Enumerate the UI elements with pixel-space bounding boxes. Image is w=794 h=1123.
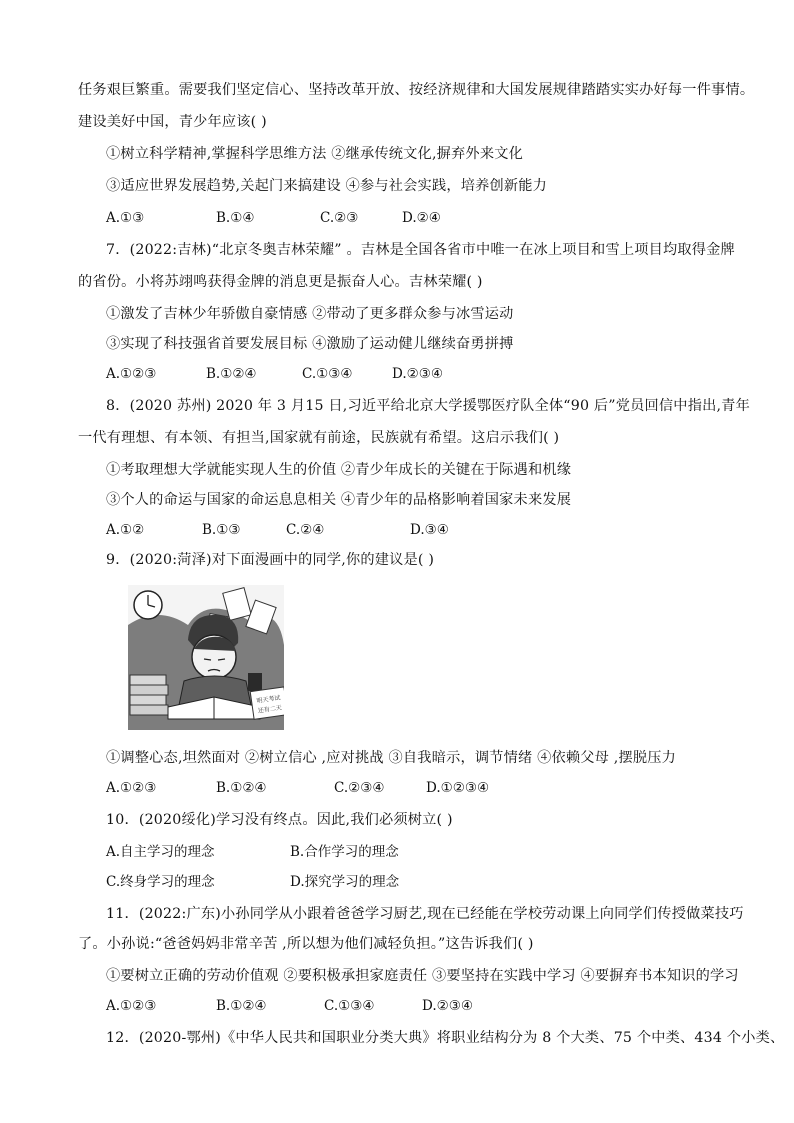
option-a[interactable]: A.①② [106,522,145,538]
option-a[interactable]: A.①③ [106,210,145,226]
question-6-stem: 建设美好中国，青少年应该( ) [78,114,267,130]
option-c[interactable]: C.①③④ [324,998,375,1014]
text-line: 了。小孙说:“爸爸妈妈非常辛苦 ,所以想为他们减轻负担。”这告诉我们( ) [78,936,534,952]
statement-line: ③实现了科技强省首要发展目标 ④激励了运动健儿继续奋勇拼搏 [106,336,514,352]
option-d[interactable]: D.①②③④ [426,780,490,796]
statement-line: ③个人的命运与国家的命运息息相关 ④青少年的品格影响着国家未来发展 [106,492,572,508]
question-7-stem: 7．(2022:吉林)“北京冬奥吉林荣耀” 。吉林是全国各省市中唯一在冰上项目和雪上项目均取得金牌 [106,242,735,258]
question-10-stem: 10．(2020绥化)学习没有终点。因此,我们必须树立( ) [106,812,453,828]
option-b[interactable]: B.合作学习的理念 [290,844,399,860]
exam-notice-text: 还有二天 [257,704,283,715]
option-b[interactable]: B.①②④ [216,998,267,1014]
exam-notice-text: 明天考试 [256,694,281,705]
text-line: 任务艰巨繁重。需要我们坚定信心、坚持改革开放、按经济规律和大国发展规律踏踏实实办好每一件事情。 [78,82,755,98]
option-d[interactable]: D.探究学习的理念 [290,874,400,890]
question-9-stem: 9．(2020:菏泽)对下面漫画中的同学,你的建议是( ) [106,552,435,568]
option-c[interactable]: C.②③④ [334,780,385,796]
option-c[interactable]: C.②③ [320,210,359,226]
option-c[interactable]: C.终身学习的理念 [106,874,215,890]
statement-line: ①要树立正确的劳动价值观 ②要积极承担家庭责任 ③要坚持在实践中学习 ④要摒弃书本知识的学习 [106,968,739,984]
option-a[interactable]: A.①②③ [106,366,157,382]
text-line: 一代有理想、有本领、有担当,国家就有前途，民族就有希望。这启示我们( ) [78,430,560,446]
option-a[interactable]: A.自主学习的理念 [106,844,215,860]
statement-line: ①考取理想大学就能实现人生的价值 ②青少年成长的关键在于际遇和机缘 [106,462,572,478]
option-d[interactable]: D.②③④ [422,998,473,1014]
question-12-stem: 12．(2020-鄂州)《中华人民共和国职业分类大典》将职业结构分为 8 个大类、75 个中类、434 个小类、 [106,1030,785,1046]
statement-line: ①激发了吉林少年骄傲自豪情感 ②带动了更多群众参与冰雪运动 [106,306,514,322]
option-c[interactable]: C.①③④ [302,366,353,382]
statement-line: ①树立科学精神,掌握科学思维方法 ②继承传统文化,摒弃外来文化 [106,146,523,162]
option-d[interactable]: D.②④ [402,210,441,226]
option-a[interactable]: A.①②③ [106,998,157,1014]
statement-line: ①调整心态,坦然面对 ②树立信心 ,应对挑战 ③自我暗示，调节情绪 ④依赖父母 ,摆脱压力 [106,750,677,766]
option-a[interactable]: A.①②③ [106,780,157,796]
question-8-stem: 8．(2020 苏州) 2020 年 3 月15 日,习近平给北京大学援鄂医疗队全体“90 后”党员回信中指出,青年 [106,398,750,414]
question-11-stem: 11．(2022:广东)小孙同学从小跟着爸爸学习厨艺,现在已经能在学校劳动课上向同学们传授做菜技巧 [106,906,744,922]
option-b[interactable]: B.①④ [216,210,255,226]
option-b[interactable]: B.①②④ [206,366,257,382]
stressed-student-cartoon-icon [128,585,284,730]
text-line: 的省份。小将苏翊鸣获得金牌的消息更是振奋人心。吉林荣耀( ) [78,274,483,290]
option-c[interactable]: C.②④ [286,522,325,538]
option-b[interactable]: B.①②④ [216,780,267,796]
statement-line: ③适应世界发展趋势,关起门来搞建设 ④参与社会实践，培养创新能力 [106,178,548,194]
option-d[interactable]: D.②③④ [392,366,443,382]
option-b[interactable]: B.①③ [202,522,241,538]
option-d[interactable]: D.③④ [410,522,449,538]
